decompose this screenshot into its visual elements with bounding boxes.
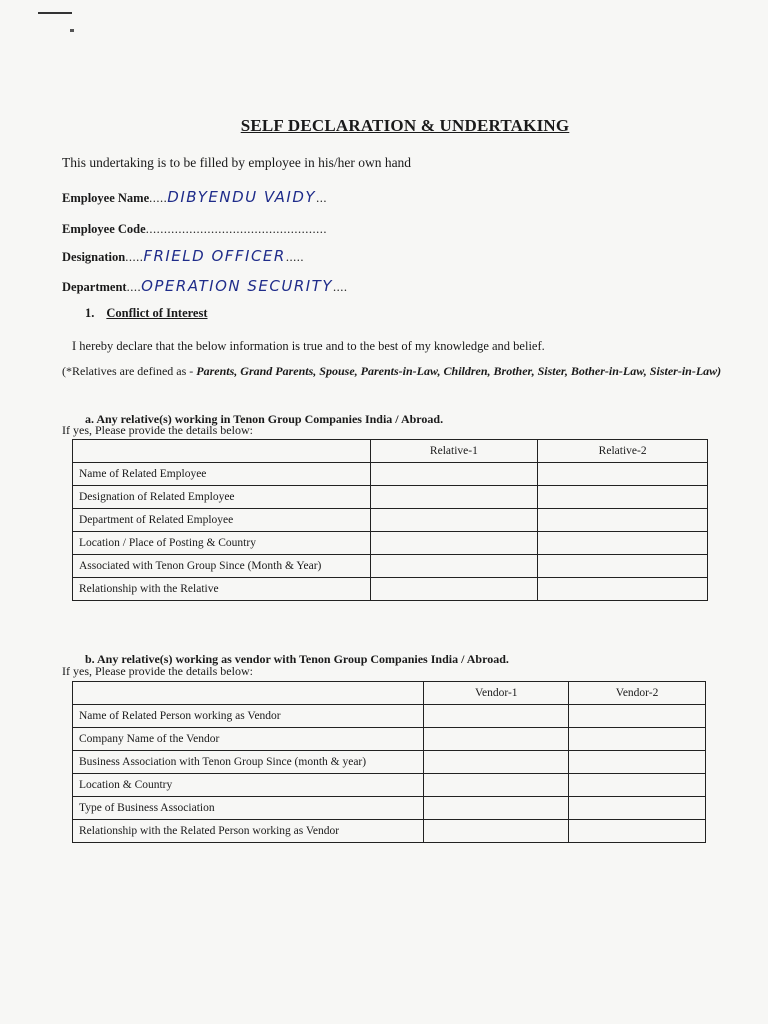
field-designation: Designation.....FRIELD OFFICER..... [62,247,304,265]
table-cell[interactable] [569,774,706,797]
table-cell[interactable] [569,820,706,843]
table-cell[interactable] [538,532,708,555]
part-b-note: If yes, Please provide the details below: [62,664,253,678]
table-cell[interactable] [370,532,538,555]
table-row: Business Association with Tenon Group Since (month & year) [73,751,706,774]
field-employee-name: Employee Name.....DIBYENDU VAIDY... [62,188,327,206]
table-row: Name of Related Person working as Vendor [73,705,706,728]
relatives-table [72,439,708,601]
table-row: Designation of Related Employee [73,486,708,509]
scan-speck [70,29,74,32]
table-cell[interactable] [370,555,538,578]
table-row: Location / Place of Posting & Country [73,532,708,555]
table-cell[interactable] [370,486,538,509]
table-cell[interactable] [538,463,708,486]
section-heading [85,306,208,321]
vendors-table [72,681,706,843]
section-number: 1. [85,306,95,320]
column-header: Relative-1 [370,440,538,463]
table-row: Relationship with the Related Person working as Vendor [73,820,706,843]
handwritten-value: FRIELD OFFICER [143,247,286,265]
table-cell[interactable] [569,728,706,751]
handwritten-value: OPERATION SECURITY [141,277,334,295]
field-department: Department....OPERATION SECURITY.... [62,277,348,295]
table-cell[interactable] [424,728,569,751]
part-a-note: If yes, Please provide the details below: [62,423,253,437]
table-cell[interactable] [569,751,706,774]
table-row: Type of Business Association [73,797,706,820]
table-cell[interactable] [424,774,569,797]
field-label: Department [62,280,127,294]
table-cell[interactable] [424,797,569,820]
table-cell[interactable] [424,820,569,843]
part-b-heading: b. Any relative(s) working as vendor with Tenon Group Companies India / Abroad. [85,652,509,666]
section-title: Conflict of Interest [106,306,208,320]
field-label: Designation [62,250,126,264]
table-header-row [73,440,708,463]
column-header: Vendor-1 [424,682,569,705]
table-row: Associated with Tenon Group Since (Month & Year) [73,555,708,578]
intro-text: This undertaking is to be filled by employee in his/her own hand [62,155,412,170]
table-row: Company Name of the Vendor [73,728,706,751]
field-label: Employee Name [62,191,150,205]
part-a-heading: a. Any relative(s) working in Tenon Group Companies India / Abroad. [85,412,444,426]
handwritten-value: DIBYENDU VAIDY [167,188,317,206]
table-cell[interactable] [424,751,569,774]
table-cell[interactable] [538,509,708,532]
field-employee-code: Employee Code.................................................. [62,222,327,236]
table-cell[interactable] [424,705,569,728]
declaration-text: I hereby declare that the below information is true and to the best of my knowledge and belief. [72,339,545,353]
table-row: Relationship with the Relative [73,578,708,601]
column-header: Vendor-2 [569,682,706,705]
table-row: Department of Related Employee [73,509,708,532]
table-cell[interactable] [538,486,708,509]
table-cell[interactable] [370,578,538,601]
table-row: Location & Country [73,774,706,797]
table-cell[interactable] [370,463,538,486]
table-cell[interactable] [569,705,706,728]
table-cell[interactable] [370,509,538,532]
page-title: SELF DECLARATION & UNDERTAKING [240,116,570,135]
table-row: Name of Related Employee [73,463,708,486]
scan-mark [38,12,72,14]
column-header: Relative-2 [538,440,708,463]
table-cell[interactable] [569,797,706,820]
table-cell[interactable] [538,555,708,578]
table-header-row [73,682,706,705]
relatives-definition: (*Relatives are defined as - Parents, Grand Parents, Spouse, Parents-in-Law, Children, Brother, Sister, Bother-in-Law, Sister-in-Law) [62,364,722,378]
field-label: Employee Code [62,222,146,236]
table-cell[interactable] [538,578,708,601]
